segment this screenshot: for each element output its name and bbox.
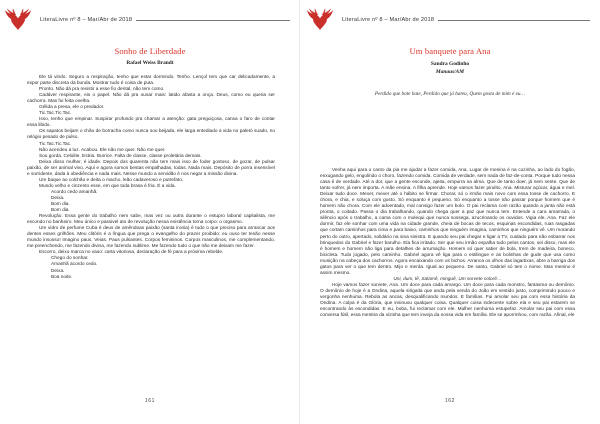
paragraph: Ele tá vindo. Seguro a respiração, tenho que estar dormindo. Tenho. Lençol tem que car delicadamente, a expor parte discreta da bunda. Mostrar tudo é coisa de puta. — [27, 75, 275, 87]
paragraph: Deixa. — [51, 195, 65, 201]
header-rule — [438, 20, 590, 21]
paragraph: Mundo velho e cinzento esse, em que toda brasa é fria. É a vida. — [39, 183, 176, 189]
paragraph: Bom dia. — [51, 208, 70, 214]
story-title: Um banquete para Ana — [409, 46, 491, 56]
story-author: Sandra Godinho — [430, 61, 470, 67]
paragraph: Não acendeu a luz. Acabou. Ele não me quer. Não me quer. — [39, 147, 166, 153]
header-rule — [136, 20, 290, 21]
paragraph: Acordo cedo amanhã. — [51, 189, 98, 195]
paragraph: Os sapatos beijam o chão de borracha como nunca sou beijada, ele larga entediado a vida no paletó suado, no relógio pesado de pulso. — [27, 129, 275, 141]
winged-heart-logo-icon — [306, 8, 334, 32]
page-number: 161 — [144, 398, 156, 404]
paragraph: Pronto. Não dá pra resistir a esse fio dental, não tem como. — [39, 87, 165, 93]
right-page — [300, 0, 600, 424]
paragraph: Revolução. Essa gente do trabalho nem sabe, mas vez ou outra durante o estupro laboral capitalista, me escondo no banheiro. Meu único e passivel ato de revolução nessa existência torna corpo: o orgasmo. — [27, 214, 275, 226]
paragraph: Chego do sonhar. — [51, 256, 89, 262]
paragraph: Cadáver respirante, eis o papel. Não dá pra ousar mais: latido afasta a onça. Deus, como eu queria ser cachorra. Mas fui feita ovelha. — [27, 93, 275, 105]
paragraph: Um baque ao colchão e deita o macho, leão cadaveroso e putrefato. — [39, 177, 184, 183]
left-header — [4, 6, 290, 34]
journal-title: LiteraLivre nº 8 – Mar/Abr de 2018 — [40, 17, 133, 23]
paragraph: Gélida a presa, ele o predador. — [39, 105, 105, 111]
author-location: Manaus/AM — [435, 69, 465, 75]
paragraph: Boa noite. — [51, 274, 73, 280]
story-body — [320, 168, 575, 319]
paragraph: Amanhã acordo cedo. — [51, 262, 98, 268]
right-header — [306, 6, 590, 34]
paragraph: Bom dia. — [51, 201, 70, 207]
paragraph: Deixa. — [51, 268, 65, 274]
story-author: Rafael Weiss Brandt — [126, 60, 174, 66]
paragraph: Tic.Tac.Tic.Tac. — [39, 111, 72, 117]
paragraph: Sou gorda. Celulite. Estria. Burrice. Falta de classe, classe proletária demais. — [39, 153, 202, 159]
paragraph: Deixa disso mulher, é idade. Depois dos quarenta não tem mais isso de foder gostoso, de gozar, de pulsar paixão, de ser animal vivo. Aqui e agora somos bestas empalhadas, todas. Nada mais. Depósito de porra insensível e sorridente, dada à obediência e nada mais. Nesse mundo a servidão é nos negar a missão divina. — [27, 159, 275, 177]
story-body — [27, 75, 275, 281]
journal-title: LiteraLivre nº 8 – Mar/Abr de 2018 — [342, 17, 435, 23]
paragraph: Escorro, deixo marca no vaso: carta vitoriosa, declaração de fé para a próxima rebelde. — [39, 250, 224, 256]
paragraph: Isso, tenho que empinar. Suspirar profundo pra chamar a atenção: gata preguiçosa, cansa o faro de contar essa libido. — [27, 117, 275, 129]
winged-heart-logo-icon — [4, 8, 32, 32]
paragraph: Venha aqui para o canto da pia me ajudar a fazer comida, Ana. Lugar de menina é na cozinha, ao lado do fogão, enxugando gelo, engolindo o choro, fazendo comida. Comida de verdade, sem nada de faz-de-conta. Porque tudo nessa casa é de verdade. Até a dor, que a gente esconde, ajeita, empurra na alma. Que de tanto doer, já nem sente. Que de tanto sofrer, já nem importa. A mãe ensina. A filha aprende. Hoje vamos fazer pirulito, Ana. Misturar açúcar, água e mel. Deixar tudo doce. Mexer, mexer até o hábito se firmar. Chorar, só o irmão mais novo com essa tosse de cachorro. E chora, e chia, e soluça com gosto. Só enquanto é pequeno. Só enquanto a tosse não passar porque homem que é homem não chora. Com ele adoentado, mal consigo fazer um bolo. O pai reclama com razão quando a janta não está pronta, o coitado. Passa o dia trabalhando, quando chega quer a paz que nunca tem. Entende a cara amarrada, o silêncio após o trabalho, a cama com o molequi que nunca sossega, azucrinando os ouvidos. Vigia ele, Ana. Faz ele dormir, faz ele sonhar com uma vida na cidade grande, cheia de bocas de tecos, esquinas escondidas, ruas rasgadas que cortam caminhos para cima e para baixo, caminhos que ninguém imagina, caminhos que ninguém vê. Um morando perto do outro, apertado, solidário na sina sinistra. E quando seu pai chegar e ligar a TV, cuidado para não esbarrar nos brinquedos do Gabriel e fazer barulho. Ela fica irritado. Ser que seu irmão espalha tudo pelos cantos, sei disso, mas ele é homem e homem não liga para detalhes de arrumação. Homem só quer saber de bola, trem de madeira, boneco, bicicleta. Tudo jogado, pelo caminho. Gabriel agora vê liga para o estilingue e as bolinhas de gude que usa como munição na cabeça dos cachorros. Agora encaixando com os bichos. Arranca os olhos das lagartixas, abre a barriga dos gatos para ver o que tem dentro. Mijo e merda. Igual ao pequeno. De santo, Gabriel só tem o nome. Mas menino é assim mesmo. — [320, 168, 575, 276]
paragraph: Hoje vamos fazer sorvete, Ana. Um doce para cada amargo. Um doce para cada monstro, fantasma ou demônio. O demônio de hoje é a Ondina, aquela sirigaita que anda pela venda do João em vestido justo, comprimindo pouco e vergonha nenhuma. Rebola as ancas, desqualificando mundos. E famílias. Fui amolar seu pai com essa história da Ondina. A culpa é da Glória, que insinuou qualquer coisa. Qualquer coisa indecente sobre ela e seu pai estarem se encontrando às escondidas. E eu, boba, fui reclamar com ele. Mulher nenhuma estupefaz. Amolar seu pai com essa conversa fútil, essa mentira da vizinha que tem inveja da nossa vida em família. Ele se aporrinhou, com razão. Afinal, ele — [320, 282, 575, 319]
paragraph: Tic.Tac.Tic.Tac. — [39, 141, 72, 147]
story-title: Sonho de Liberdade — [114, 46, 186, 56]
epigraph: Perdido que bate bate, Perdido que já bateu, Quem gosta de mim é eu… — [374, 91, 526, 97]
paragraph: Um vidro de perfume Cuba é deus de amêndoas paixão (santa ironia) é tudo o que preciso para arrancar aos dentes esses grilhões. Meu clitóris é a língua que prega o evangelho do prazer proibido: eu ouso ter tesão nesse mundo insosso! Imagino paus. Veias. Paus pulsantes. Corpos femininos. Corpos masculinos, me complementando, me preenchendo, me fazendo divina, me fazendo sublime. Me fazendo tudo o que não me deixam me fazer. — [27, 226, 275, 250]
verse-line: Uni, duni, tê, Salamê, minguê, Um sorvete colorê… — [393, 276, 502, 282]
page-number: 162 — [444, 398, 456, 404]
